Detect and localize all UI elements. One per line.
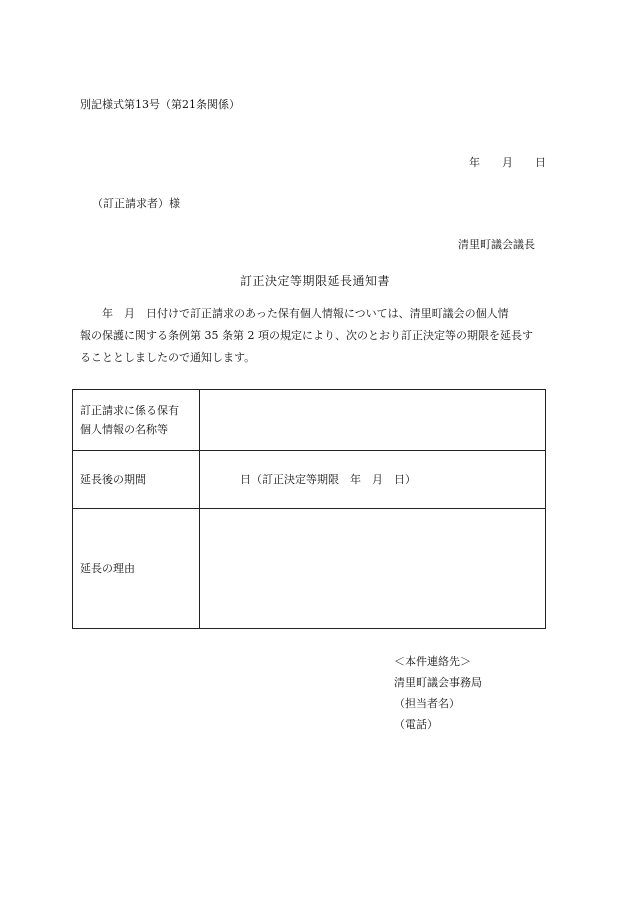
contact-office: 清里町議会事務局 — [394, 676, 482, 689]
table-row-extended-period — [73, 451, 546, 509]
contact-person: （担当者名） — [394, 697, 460, 710]
body-line-1: 年 月 日付けで訂正請求のあった保有個人情報については、清里町議会の個人情 — [80, 307, 509, 320]
recipient-line: （訂正請求者）様 — [92, 197, 180, 210]
info-table — [72, 389, 546, 629]
table-row-target-info — [73, 390, 546, 451]
target-info-value — [200, 390, 546, 451]
document-title: 訂正決定等期限延長通知書 — [239, 274, 390, 288]
extended-period-text: 日（訂正決定等期限 年 月 日） — [240, 473, 416, 486]
extension-reason-value — [200, 509, 546, 629]
sender-line: 清里町議会議長 — [458, 238, 535, 251]
table-row-extension-reason — [73, 509, 546, 629]
body-paragraph — [80, 303, 552, 369]
target-info-label-line-2: 個人情報の名称等 — [80, 423, 168, 436]
extended-period-value — [200, 451, 546, 509]
form-number: 別記様式第13号（第21条関係） — [80, 98, 240, 111]
target-info-label — [73, 390, 200, 451]
body-line-3: ることとしましたので通知します。 — [80, 351, 256, 364]
contact-phone: （電話） — [394, 718, 438, 731]
target-info-label-line-1: 訂正請求に係る保有 — [80, 404, 179, 417]
extended-period-label: 延長後の期間 — [73, 451, 200, 509]
contact-block — [394, 651, 482, 735]
date-line: 年 月 日 — [469, 156, 546, 169]
body-line-2: 報の保護に関する条例第 35 条第 2 項の規定により、次のとおり訂正決定等の期限を延長す — [80, 329, 533, 342]
extension-reason-label: 延長の理由 — [73, 509, 200, 629]
contact-heading: ＜本件連絡先＞ — [394, 655, 471, 668]
